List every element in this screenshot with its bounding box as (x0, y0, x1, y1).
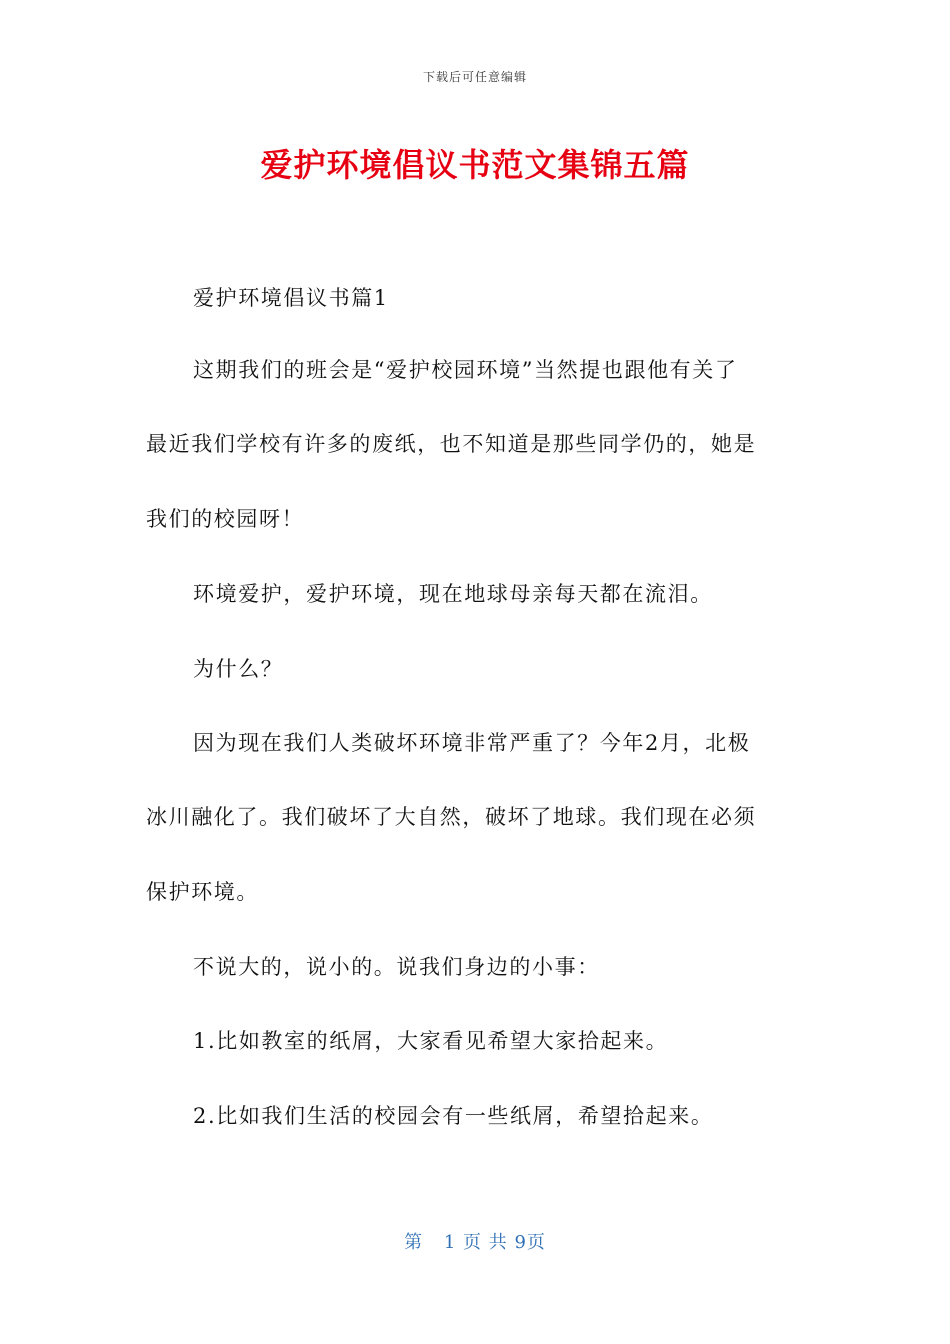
paragraph-line: 不说大的，说小的。说我们身边的小事： (193, 955, 600, 979)
paragraph-line: 我们的校园呀！ (146, 507, 305, 531)
footer-mid: 页 共 (463, 1232, 508, 1253)
page-footer (0, 1228, 950, 1254)
footer-prefix: 第 (404, 1232, 424, 1253)
header-note: 下载后可任意编辑 (422, 70, 527, 84)
paragraph-line: 这期我们的班会是“爱护校园环境”当然提也跟他有关了 (193, 358, 738, 382)
paragraph-line: 为什么？ (193, 657, 284, 681)
paragraph-line: 保护环境。 (146, 880, 259, 904)
total-page-number: 9 (514, 1232, 527, 1253)
paragraph-line: 因为现在我们人类破坏环境非常严重了？今年2月，北极 (193, 731, 751, 755)
list-item: 1.比如教室的纸屑，大家看见希望大家拾起来。 (193, 1029, 669, 1053)
footer-suffix: 页 (526, 1232, 546, 1253)
paragraph-line: 冰川融化了。我们破坏了大自然，破坏了地球。我们现在必须 (146, 805, 757, 829)
document-title: 爱护环境倡议书范文集锦五篇 (260, 146, 690, 184)
paragraph-line: 最近我们学校有许多的废纸，也不知道是那些同学仍的，她是 (146, 432, 757, 456)
list-item: 2.比如我们生活的校园会有一些纸屑，希望拾起来。 (193, 1104, 714, 1128)
section-heading: 爱护环境倡议书篇1 (193, 286, 389, 310)
paragraph-line: 环境爱护，爱护环境，现在地球母亲每天都在流泪。 (193, 582, 713, 606)
current-page-number: 1 (443, 1232, 457, 1253)
